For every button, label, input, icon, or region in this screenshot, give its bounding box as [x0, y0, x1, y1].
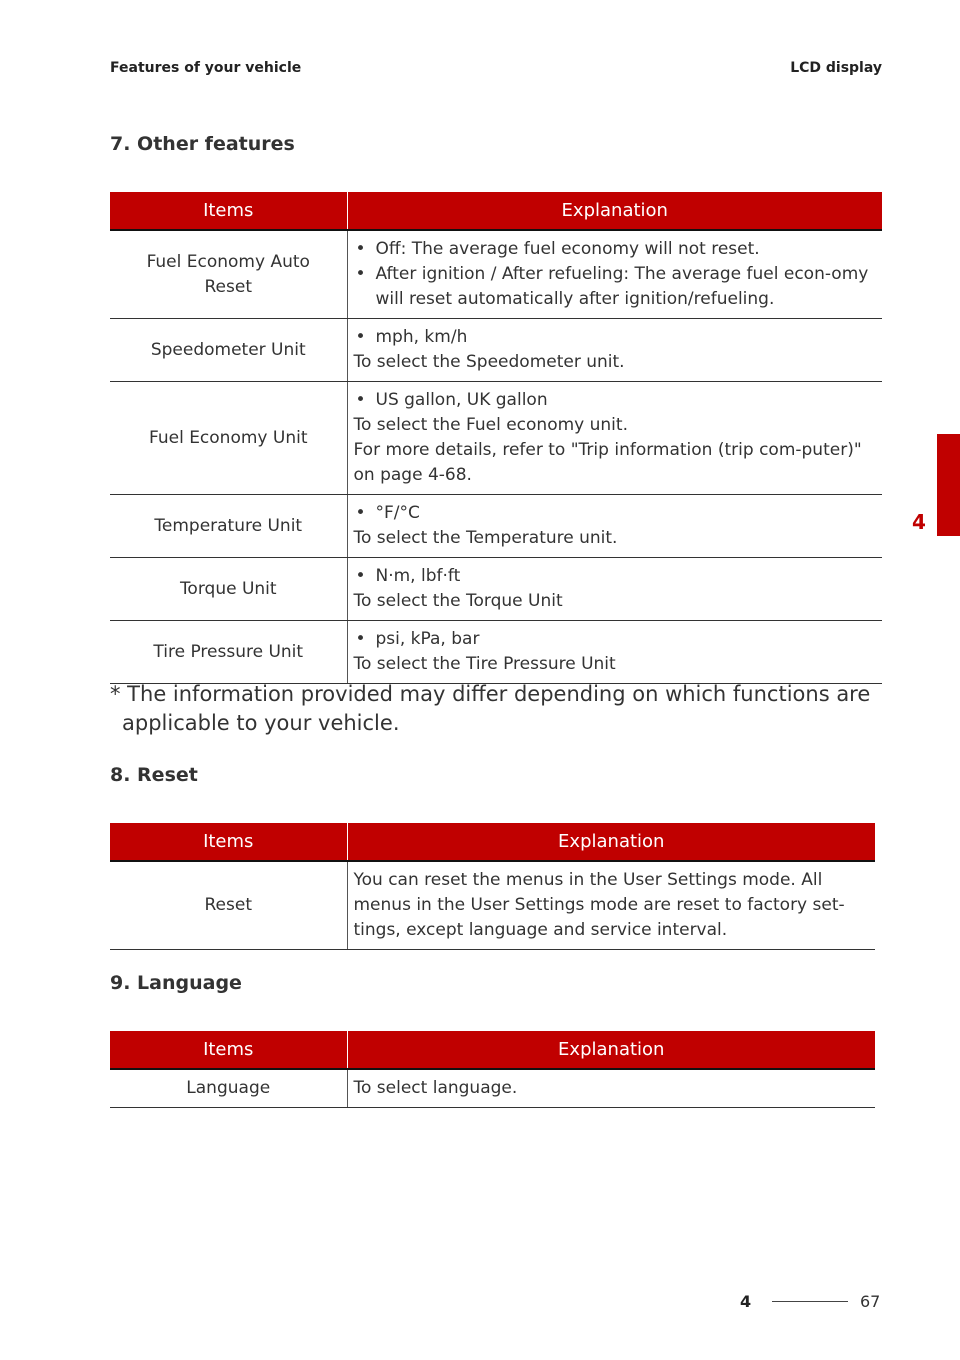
row-item: Torque Unit: [110, 558, 347, 621]
row-text: To select the Speedometer unit.: [353, 352, 625, 372]
row-explanation: To select language.: [347, 1069, 875, 1108]
row-explanation: [347, 319, 882, 382]
table-row: [110, 382, 882, 495]
column-header-items: Items: [110, 192, 347, 230]
column-header-explanation: Explanation: [347, 192, 882, 230]
bullet-item: • US gallon, UK gallon: [354, 388, 877, 413]
row-item: Reset: [110, 861, 347, 950]
applicability-note: * The information provided may differ depending on which functions are applicable to your vehicle.: [110, 682, 871, 735]
table-header-row: [110, 1031, 875, 1069]
row-item: Tire Pressure Unit: [110, 621, 347, 684]
column-header-explanation: Explanation: [347, 1031, 875, 1069]
bullet-item: • °F/°C: [354, 501, 877, 526]
chapter-side-number: 4: [912, 510, 926, 534]
section-title-reset: 8. Reset: [110, 764, 198, 786]
column-header-explanation: Explanation: [347, 823, 875, 861]
table-row: [110, 621, 882, 684]
section-title-other-features: 7. Other features: [110, 133, 295, 155]
bullet-item: • psi, kPa, bar: [354, 627, 877, 652]
row-text: To select the Tire Pressure Unit: [353, 654, 616, 674]
row-item: Temperature Unit: [110, 495, 347, 558]
row-item: Fuel Economy Auto Reset: [110, 230, 347, 319]
other-features-table: [110, 192, 882, 684]
running-header-right: LCD display: [790, 60, 882, 76]
section-title-language: 9. Language: [110, 972, 242, 994]
footer-page-number: 67: [860, 1292, 881, 1311]
row-explanation: [347, 382, 882, 495]
row-text: To select the Fuel economy unit.: [353, 415, 628, 435]
reset-table: [110, 823, 875, 950]
table-row: [110, 558, 882, 621]
row-item: Language: [110, 1069, 347, 1108]
chapter-side-tab: [937, 434, 960, 536]
table-row: [110, 230, 882, 319]
bullet-item: • Off: The average fuel economy will not reset.: [354, 237, 877, 262]
table-row: [110, 319, 882, 382]
table-row: [110, 495, 882, 558]
row-explanation: [347, 495, 882, 558]
row-explanation: [347, 621, 882, 684]
table-row: [110, 861, 875, 950]
row-item: Speedometer Unit: [110, 319, 347, 382]
table-header-row: [110, 823, 875, 861]
row-explanation: [347, 558, 882, 621]
column-header-items: Items: [110, 823, 347, 861]
bullet-item: • N·m, lbf·ft: [354, 564, 877, 589]
row-item: Fuel Economy Unit: [110, 382, 347, 495]
column-header-items: Items: [110, 1031, 347, 1069]
language-table: [110, 1031, 875, 1108]
running-header-left: Features of your vehicle: [110, 60, 302, 76]
row-explanation: You can reset the menus in the User Settings mode. All menus in the User Settings mode are reset to factory set-tings, except language and service interval.: [347, 861, 875, 950]
bullet-item: • mph, km/h: [354, 325, 877, 350]
row-text-more: For more details, refer to "Trip information (trip com-puter)" on page 4-68.: [353, 440, 862, 485]
table-row: [110, 1069, 875, 1108]
footer-divider: [772, 1301, 848, 1302]
row-text: To select the Temperature unit.: [353, 528, 618, 548]
table-header-row: [110, 192, 882, 230]
row-explanation: [347, 230, 882, 319]
bullet-item: • After ignition / After refueling: The average fuel econ-omy will reset automatically after ignition/refueling.: [354, 262, 877, 312]
row-text: To select the Torque Unit: [353, 591, 563, 611]
footer-chapter-number: 4: [740, 1292, 752, 1311]
